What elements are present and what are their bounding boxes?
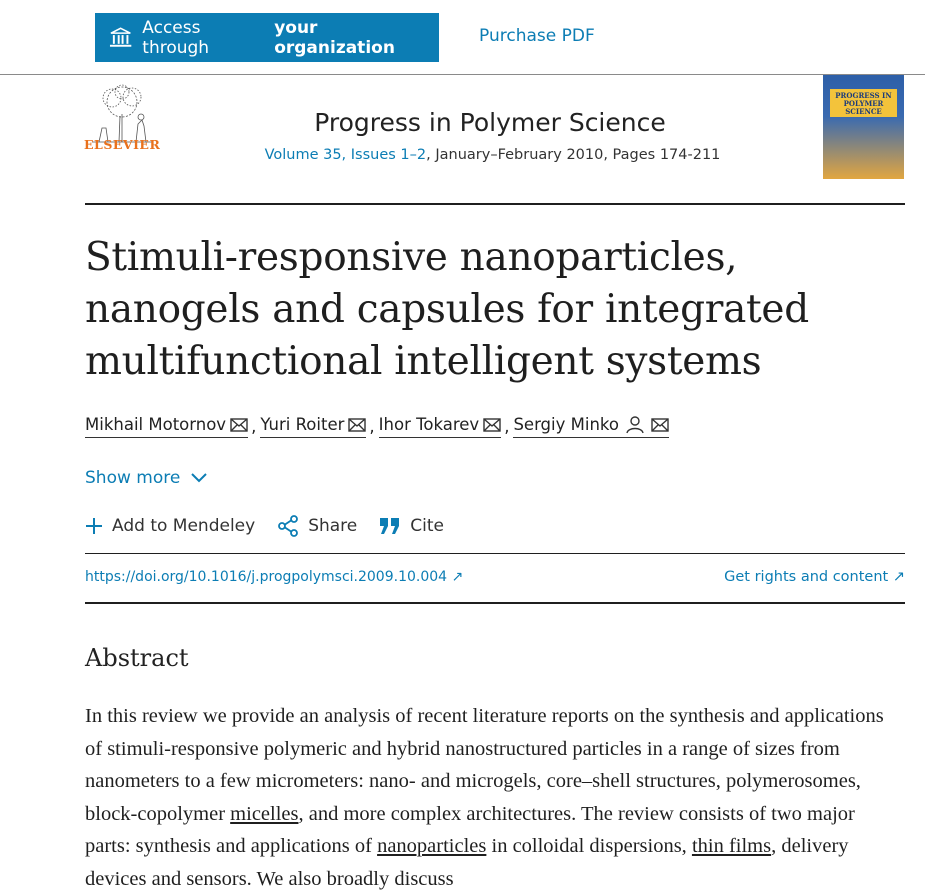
cite-button[interactable] <box>379 516 444 536</box>
show-more-button[interactable] <box>85 468 208 488</box>
metadata-divider <box>85 602 905 604</box>
access-prefix-text: Access through <box>142 17 210 58</box>
author-separator: , <box>251 417 257 436</box>
journal-cover-image[interactable] <box>823 75 904 179</box>
journal-title[interactable]: Progress in Polymer Science <box>314 108 666 137</box>
abstract-text <box>85 700 905 895</box>
actions-divider <box>85 553 905 554</box>
cover-line-1: PROGRESS IN <box>835 91 892 100</box>
cover-line-2: POLYMER <box>843 99 884 108</box>
journal-meta <box>240 147 745 163</box>
add-to-mendeley-button[interactable] <box>85 516 255 536</box>
abstract-text-segment: in colloidal dispersions, <box>486 835 692 857</box>
cover-title-text <box>830 92 897 116</box>
cover-line-3: SCIENCE <box>845 107 882 116</box>
publisher-name: ELSEVIER <box>84 137 161 152</box>
cite-label: Cite <box>410 516 444 536</box>
chevron-down-icon <box>190 472 208 484</box>
article-actions <box>85 515 466 537</box>
mail-icon <box>348 418 366 432</box>
get-rights-label: Get rights and content <box>724 569 889 585</box>
access-bold-text: your organization <box>274 17 395 58</box>
get-rights-link[interactable] <box>724 569 905 585</box>
mail-icon <box>651 418 669 432</box>
author-name: Sergiy Minko <box>513 415 619 434</box>
glossary-link-nanoparticles[interactable]: nanoparticles <box>377 835 487 857</box>
external-link-icon: ↗ <box>892 569 905 585</box>
author-separator: , <box>369 417 375 436</box>
abstract-text-segment: In this review we provide an analysis of recent literature reports on the synthesis and applications of stimuli-responsive polymeric and hybrid nanostructured particles in a range of sizes from nanometers to a few micrometers: nano- and microgels, core–shell structures, polymerosomes, block-copolymer <box>85 705 884 825</box>
mail-icon <box>483 418 501 432</box>
glossary-link-micelles[interactable]: micelles <box>230 802 299 825</box>
share-icon <box>277 515 299 537</box>
abstract-text-segment: , and more complex architectures. The review consists of two major parts: synthesis and applications of <box>85 802 855 857</box>
header-divider <box>85 203 905 205</box>
abstract-heading: Abstract <box>85 644 189 672</box>
show-more-label: Show more <box>85 468 181 488</box>
author-name: Ihor Tokarev <box>378 415 480 434</box>
mail-icon <box>230 418 248 432</box>
share-label: Share <box>308 516 358 536</box>
author-link[interactable] <box>260 415 366 438</box>
author-separator: , <box>504 417 510 436</box>
plus-icon <box>85 517 103 535</box>
quote-icon <box>379 517 401 535</box>
doi-text: https://doi.org/10.1016/j.progpolymsci.2009.10.004 <box>85 569 448 585</box>
person-icon <box>625 416 645 434</box>
doi-link[interactable] <box>85 569 463 585</box>
author-link[interactable] <box>85 415 248 438</box>
purchase-pdf-link[interactable]: Purchase PDF <box>479 26 595 46</box>
institution-icon <box>109 27 132 49</box>
author-list <box>85 415 669 438</box>
share-button[interactable] <box>277 515 357 537</box>
author-link[interactable] <box>513 415 669 438</box>
author-link[interactable] <box>379 415 502 438</box>
top-bar <box>0 0 925 75</box>
abstract-text-segment: , delivery devices and sensors. We also broadly discuss <box>85 835 849 890</box>
access-through-organization-button[interactable] <box>95 13 439 62</box>
glossary-link-thin-films[interactable]: thin films <box>691 835 772 857</box>
author-name: Yuri Roiter <box>260 415 345 434</box>
volume-issue-link[interactable]: Volume 35, Issues 1–2 <box>264 147 427 163</box>
add-to-mendeley-label: Add to Mendeley <box>112 516 256 536</box>
external-link-icon: ↗ <box>451 569 464 585</box>
author-name: Mikhail Motornov <box>85 415 227 434</box>
date-pages-text: , January–February 2010, Pages 174-211 <box>426 147 721 163</box>
article-title: Stimuli-responsive nanoparticles, nanogels and capsules for integrated multifunctional intelligent systems <box>85 235 809 384</box>
